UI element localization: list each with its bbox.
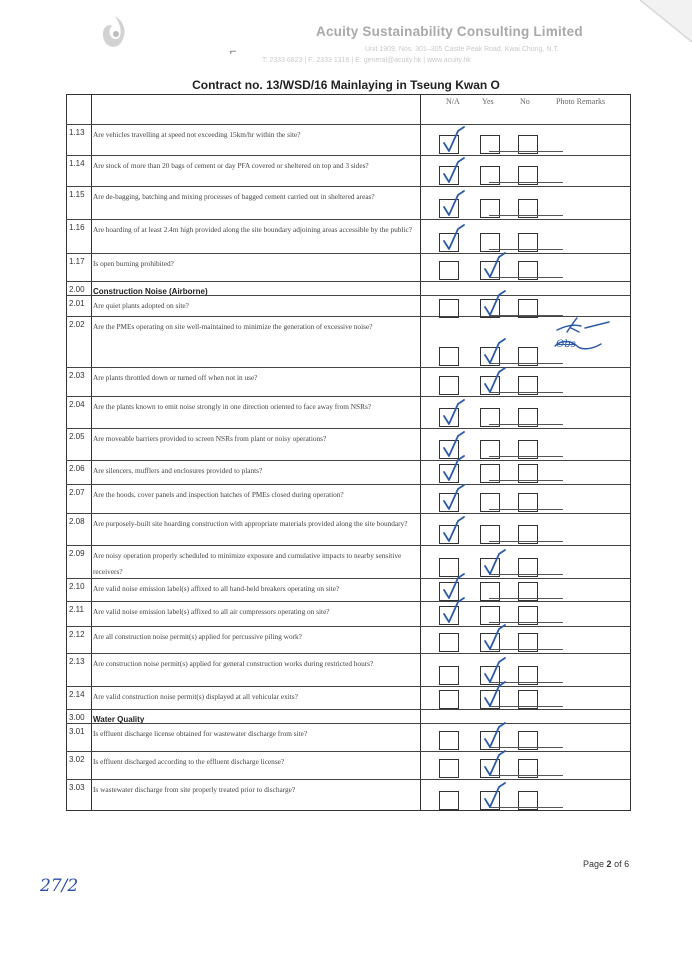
tick-mark-icon [481, 289, 511, 319]
header-na: N/A [446, 97, 460, 106]
question-text: Are de-bagging, batching and mixing processes of bagged cement carried out in sheltered areas? [93, 192, 375, 201]
item-number: 1.13 [69, 128, 85, 137]
table-row [66, 295, 631, 316]
item-number: 1.15 [69, 190, 85, 199]
remark-line [489, 541, 563, 542]
remark-line [489, 249, 563, 250]
question-text: Are valid noise emission label(s) affixed to all hand-held breakers operating on site? [93, 584, 340, 593]
item-number: 2.13 [69, 657, 85, 666]
item-number: 1.14 [69, 159, 85, 168]
item-number: 2.08 [69, 517, 85, 526]
section-row [66, 281, 631, 295]
item-number: 2.06 [69, 464, 85, 473]
item-number: 2.10 [69, 582, 85, 591]
item-number: 1.17 [69, 257, 85, 266]
checkbox-na[interactable] [439, 261, 459, 280]
item-number: 3.01 [69, 727, 85, 736]
tick-mark-icon [440, 223, 470, 253]
tick-mark-icon [440, 398, 470, 428]
checkbox-na[interactable] [439, 347, 459, 366]
tick-mark-icon [481, 623, 511, 653]
item-number: 2.07 [69, 488, 85, 497]
question-text: Is effluent discharged according to the effluent discharge license? [93, 757, 285, 766]
question-text: Are the hoods, cover panels and inspection hatches of PMEs closed during operation? [93, 490, 344, 499]
page-curl-icon [632, 0, 692, 46]
item-number: 2.04 [69, 400, 85, 409]
question-text: Is open burning prohibited? [93, 259, 174, 268]
question-text: Are quiet plants adopted on site? [93, 301, 189, 310]
tick-mark-icon [481, 680, 511, 710]
item-number: 2.09 [69, 549, 85, 558]
remark-line [489, 509, 563, 510]
question-text: Are all construction noise permit(s) applied for percussive piling work? [93, 632, 302, 641]
question-text: Is wastewater discharge from site properly treated prior to discharge? [93, 785, 296, 794]
item-number: 2.12 [69, 630, 85, 639]
section-row [66, 709, 631, 723]
tick-mark-icon [440, 125, 470, 155]
checkbox-na[interactable] [439, 759, 459, 778]
question-text: Is effluent discharge license obtained for wastewater discharge from site? [93, 729, 308, 738]
tick-mark-icon [481, 251, 511, 281]
remark-line [489, 151, 563, 152]
question-text: Are the PMEs operating on site well-maintained to minimize the generation of excessive noise? [93, 322, 373, 331]
question-text: Are hoarding of at least 2.4m high provided along the site boundary adjoining areas accessible by the public? [93, 225, 412, 234]
tick-mark-icon [440, 483, 470, 513]
tick-mark-icon [440, 515, 470, 545]
question-text: Are plants throttled down or turned off when not in use? [93, 373, 258, 382]
item-number: 2.03 [69, 371, 85, 380]
question-text: Are the plants known to emit noise strongly in one direction oriented to face away from NSRs? [93, 402, 372, 411]
header-yes: Yes [482, 97, 494, 106]
tick-mark-icon [481, 721, 511, 751]
item-number: 3.03 [69, 783, 85, 792]
tick-mark-icon [440, 596, 470, 626]
item-number: 2.05 [69, 432, 85, 441]
question-text: Are construction noise permit(s) applied for general construction works during restricted hours? [93, 659, 374, 668]
checkbox-na[interactable] [439, 376, 459, 395]
tick-mark-icon [481, 781, 511, 811]
header-no: No [520, 97, 530, 106]
item-number: 3.00 [69, 713, 85, 722]
tick-mark-icon [440, 189, 470, 219]
page-number [583, 859, 629, 869]
question-text: Are purposely-built site hoarding construction with appropriate materials provided along the site boundary? [93, 519, 408, 528]
remark-signature-icon [551, 316, 611, 356]
remark-obs: Obs [556, 339, 576, 350]
company-logo-icon [98, 14, 132, 50]
question-text: Are vehicles travelling at speed not exceeding 15km/hr within the site? [93, 130, 301, 139]
checkbox-na[interactable] [439, 690, 459, 709]
company-contact: T: 2333 6823 | F: 2333 1316 | E: general@acuity.hk | www.acuity.hk [262, 57, 471, 64]
stray-mark: ⌐ [230, 44, 237, 58]
section-title: Construction Noise (Airborne) [93, 287, 208, 296]
tick-mark-icon [440, 156, 470, 186]
tick-mark-icon [481, 366, 511, 396]
tick-mark-icon [440, 454, 470, 484]
header-photo-remarks: Photo Remarks [556, 97, 606, 106]
remark-line [489, 480, 563, 481]
document-title: Contract no. 13/WSD/16 Mainlaying in Tseung Kwan O [192, 78, 500, 92]
remark-line [489, 424, 563, 425]
checkbox-na[interactable] [439, 791, 459, 810]
tick-mark-icon [481, 749, 511, 779]
question-text: Are valid construction noise permit(s) displayed at all vehicular exits? [93, 692, 298, 701]
page-label: Page [583, 859, 605, 869]
item-number: 3.02 [69, 755, 85, 764]
checkbox-na[interactable] [439, 633, 459, 652]
checkbox-na[interactable] [439, 299, 459, 318]
item-number: 2.01 [69, 299, 85, 308]
question-text: Are silencers, mufflers and enclosures provided to plants? [93, 466, 263, 475]
item-number: 2.14 [69, 690, 85, 699]
checkbox-na[interactable] [439, 666, 459, 685]
page-current: 2 [606, 859, 612, 869]
question-text: Are stock of more than 20 bags of cement or day PFA covered or sheltered on top and 3 sides? [93, 161, 369, 170]
section-title: Water Quality [93, 715, 145, 724]
remark-line [489, 182, 563, 183]
handwritten-note: 27/2 [40, 876, 79, 896]
company-address: Unit 1909, Nos. 301–305 Castle Peak Road, Kwai Chung, N.T. [365, 46, 559, 53]
tick-mark-icon [481, 337, 511, 367]
table-row [66, 316, 631, 367]
question-text: Are noisy operation properly scheduled to minimize exposure and cumulative impacts to nearby sensitive receivers? [93, 551, 402, 576]
item-number: 2.02 [69, 320, 85, 329]
company-name: Acuity Sustainability Consulting Limited [316, 24, 583, 39]
table-row [66, 219, 631, 253]
question-text: Are valid noise emission label(s) affixed to all air compressors operating on site? [93, 607, 330, 616]
tick-mark-icon [481, 548, 511, 578]
remark-line [489, 456, 563, 457]
checkbox-na[interactable] [439, 731, 459, 750]
question-text: Are moveable barriers provided to screen NSRs from plant or noisy operations? [93, 434, 327, 443]
page-total: of 6 [614, 859, 630, 869]
item-number: 2.11 [69, 605, 84, 614]
item-number: 1.16 [69, 223, 85, 232]
remark-line [489, 598, 563, 599]
remark-line [489, 215, 563, 216]
item-number: 2.00 [69, 285, 85, 294]
